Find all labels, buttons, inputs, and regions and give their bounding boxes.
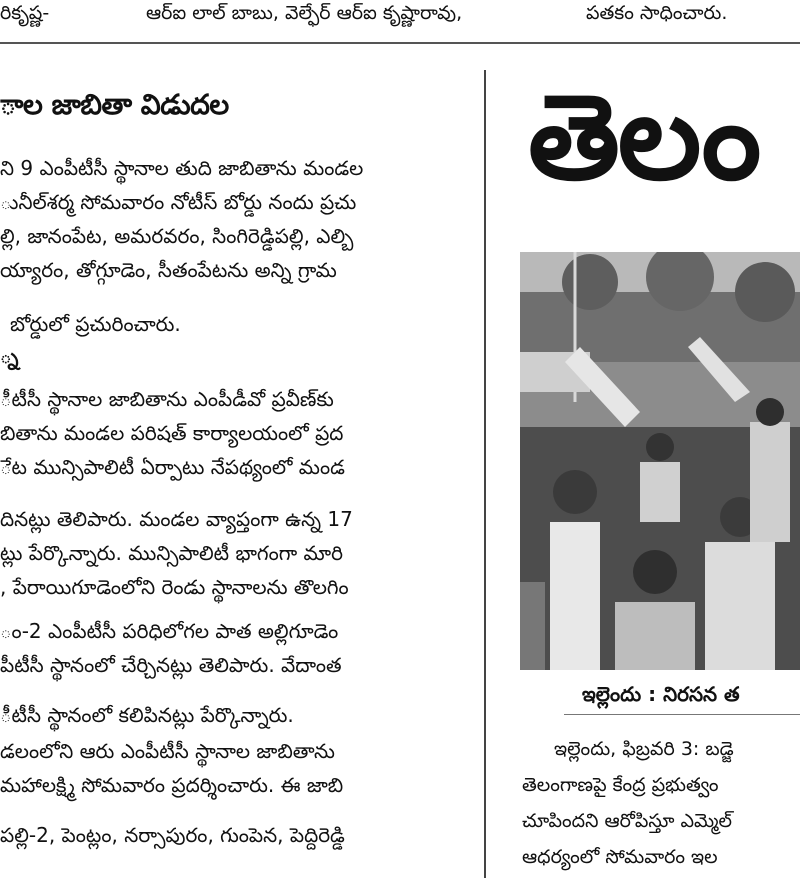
article-line: బోర్డులో ప్రచురించారు. <box>10 312 181 336</box>
strip-text-3: పతకం సాధించారు. <box>586 2 728 24</box>
article-line: బితాను మండల పరిషత్ కార్యాలయంలో ప్రద <box>0 421 344 445</box>
article-line: ీటీసీ స్థానాల జాబితాను ఎంపీడీవో ప్రవీణ్‌కు <box>0 387 334 411</box>
article-line: ని 9 ఎంపీటీసీ స్థానాల తుది జాబితాను మండల <box>0 156 364 180</box>
strip-text-1: రికృష్ణ- <box>0 2 50 24</box>
article-line: తెలంగాణపై కేంద్ర ప్రభుత్వం <box>522 774 719 796</box>
article-line: ఆధర్యంలో సోమవారం ఇల <box>522 846 718 868</box>
article-line: ీటీసీ స్థానంలో కలిపినట్లు పేర్కొన్నారు. <box>0 703 294 727</box>
article-line: ునీల్‌శర్మ సోమవారం నోటీస్ బోర్డు నందు ప్రచు <box>0 190 357 214</box>
article-line: ేట మున్సిపాలిటీ ఏర్పాటు నేపథ్యంలో మండ <box>0 455 345 479</box>
strip-text-2: ఆర్ఐ లాల్ బాబు, వెల్ఫేర్ ఆర్ఐ కృష్ణారావు, <box>146 2 463 24</box>
protest-photo-illustration <box>520 252 800 670</box>
article-line: పీటీసీ స్థానంలో చేర్చినట్లు తెలిపారు. వేదాంత <box>0 653 342 677</box>
article-title: తెలం <box>528 68 760 206</box>
article-line: డలంలోని ఆరు ఎంపీటీసీ స్థానాల జాబితాను <box>0 739 335 763</box>
news-photo <box>520 252 800 670</box>
article-line: ఇల్లెందు, ఫిబ్రవరి 3: బడ్జె <box>554 738 734 760</box>
article-line: ల్లి, జానంపేట, అమరవరం, సింగిరెడ్డిపల్లి, ఎల్బి <box>0 224 354 248</box>
article-line: ట్లు పేర్కొన్నారు. మున్సిపాలిటీ భాగంగా మారి <box>0 541 343 565</box>
photo-caption: ఇల్లెందు : నిరసన త <box>582 682 740 706</box>
article-subhead: ్న <box>0 344 19 368</box>
article-line: మహాలక్ష్మి సోమవారం ప్రదర్శించారు. ఈ జాబి <box>0 773 344 797</box>
article-line: పల్లి-2, పెంట్లం, నర్సాపురం, గుంపెన, పెద్దిరెడ్డి <box>0 823 345 847</box>
article-line: , పేరాయిగూడెంలోని రెండు స్థానాలను తొలగిం <box>0 575 349 599</box>
right-article <box>486 0 800 878</box>
article-line: దినట్లు తెలిపారు. మండల వ్యాప్తంగా ఉన్న 17 <box>0 507 353 531</box>
article-line: ం-2 ఎంపీటీసీ పరిధిలోగల పాత అల్లిగూడెం <box>0 619 339 643</box>
article-headline: ాల జాబితా విడుదల <box>0 88 229 121</box>
article-line: చూపిందని ఆరోపిస్తూ ఎమ్మెల్ <box>522 810 733 832</box>
article-line: య్యారం, తోగ్గూడెం, సీతంపేటను అన్ని గ్రామ <box>0 258 337 282</box>
caption-rule <box>564 714 800 715</box>
